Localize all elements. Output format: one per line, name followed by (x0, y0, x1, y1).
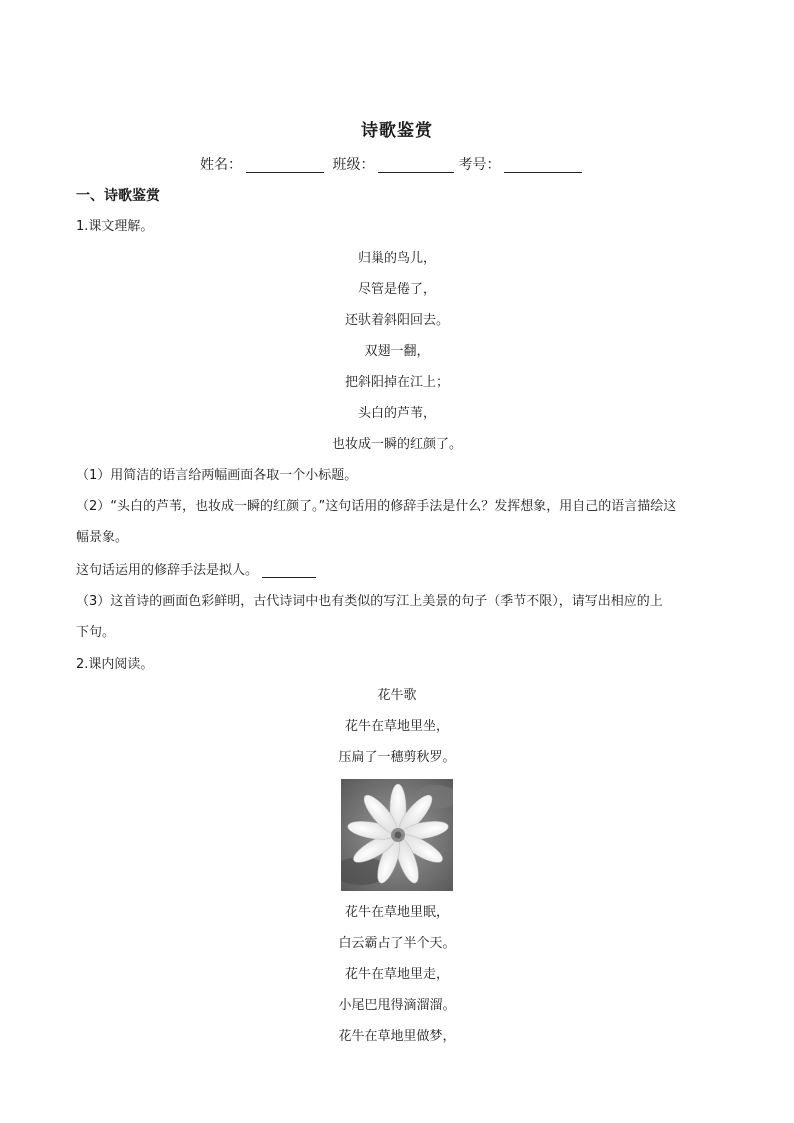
question-1-heading: 1.课文理解。 (76, 219, 154, 234)
poem-line: 把斜阳掉在江上； (344, 375, 449, 390)
poem-line: 白云霸占了半个天。 (338, 936, 456, 951)
poem-line: 花牛在草地里做梦， (338, 1029, 456, 1044)
answer-line (76, 561, 316, 581)
poem-line: 尽管是倦了， (357, 282, 436, 297)
answer-blank[interactable] (262, 563, 316, 578)
poem-line: 还驮着斜阳回去。 (344, 313, 449, 328)
sub-question-3-cont: 下句。 (76, 625, 116, 640)
answer-text: 这句话运用的修辞手法是拟人。 (76, 563, 259, 578)
sub-question-2: （2）“头白的芦苇，也妆成一瞬的红颜了。”这句话用的修辞手法是什么？发挥想象，用自己的语言描绘这 (76, 499, 677, 514)
sub-question-2-cont: 幅景象。 (76, 530, 129, 545)
poem-line: 花牛在草地里走， (344, 967, 449, 982)
poem-line: 小尾巴甩得滴溜溜。 (338, 998, 456, 1013)
sub-question-1: （1）用简洁的语言给两幅画面各取一个小标题。 (76, 468, 358, 483)
sub-question-3: （3）这首诗的画面色彩鲜明，古代诗词中也有类似的写江上美景的句子（季节不限），请写出相应的上 (76, 594, 663, 609)
poem-line: 也妆成一瞬的红颜了。 (331, 437, 462, 452)
poem-line: 归巢的鸟儿， (357, 251, 436, 266)
poem-line: 花牛在草地里坐， (344, 719, 449, 734)
class-label: 班级： (332, 157, 375, 173)
poem-title: 花牛歌 (377, 688, 417, 703)
exam-number-blank[interactable] (504, 156, 582, 173)
question-2-heading: 2.课内阅读。 (76, 657, 154, 672)
student-info-line (200, 154, 586, 176)
poem-line: 双翅一翻， (364, 344, 430, 359)
class-blank[interactable] (378, 156, 454, 173)
flower-image (341, 779, 453, 891)
poem-line: 花牛在草地里眠， (344, 905, 449, 920)
poem-line: 头白的芦苇， (357, 406, 436, 421)
poem-line: 压扁了一穗剪秋罗。 (338, 750, 456, 765)
name-blank[interactable] (246, 156, 324, 173)
page-title: 诗歌鉴赏 (361, 121, 433, 141)
name-label: 姓名： (200, 157, 242, 173)
exam-label: 考号： (458, 157, 501, 173)
section-heading: 一、诗歌鉴赏 (76, 188, 160, 204)
